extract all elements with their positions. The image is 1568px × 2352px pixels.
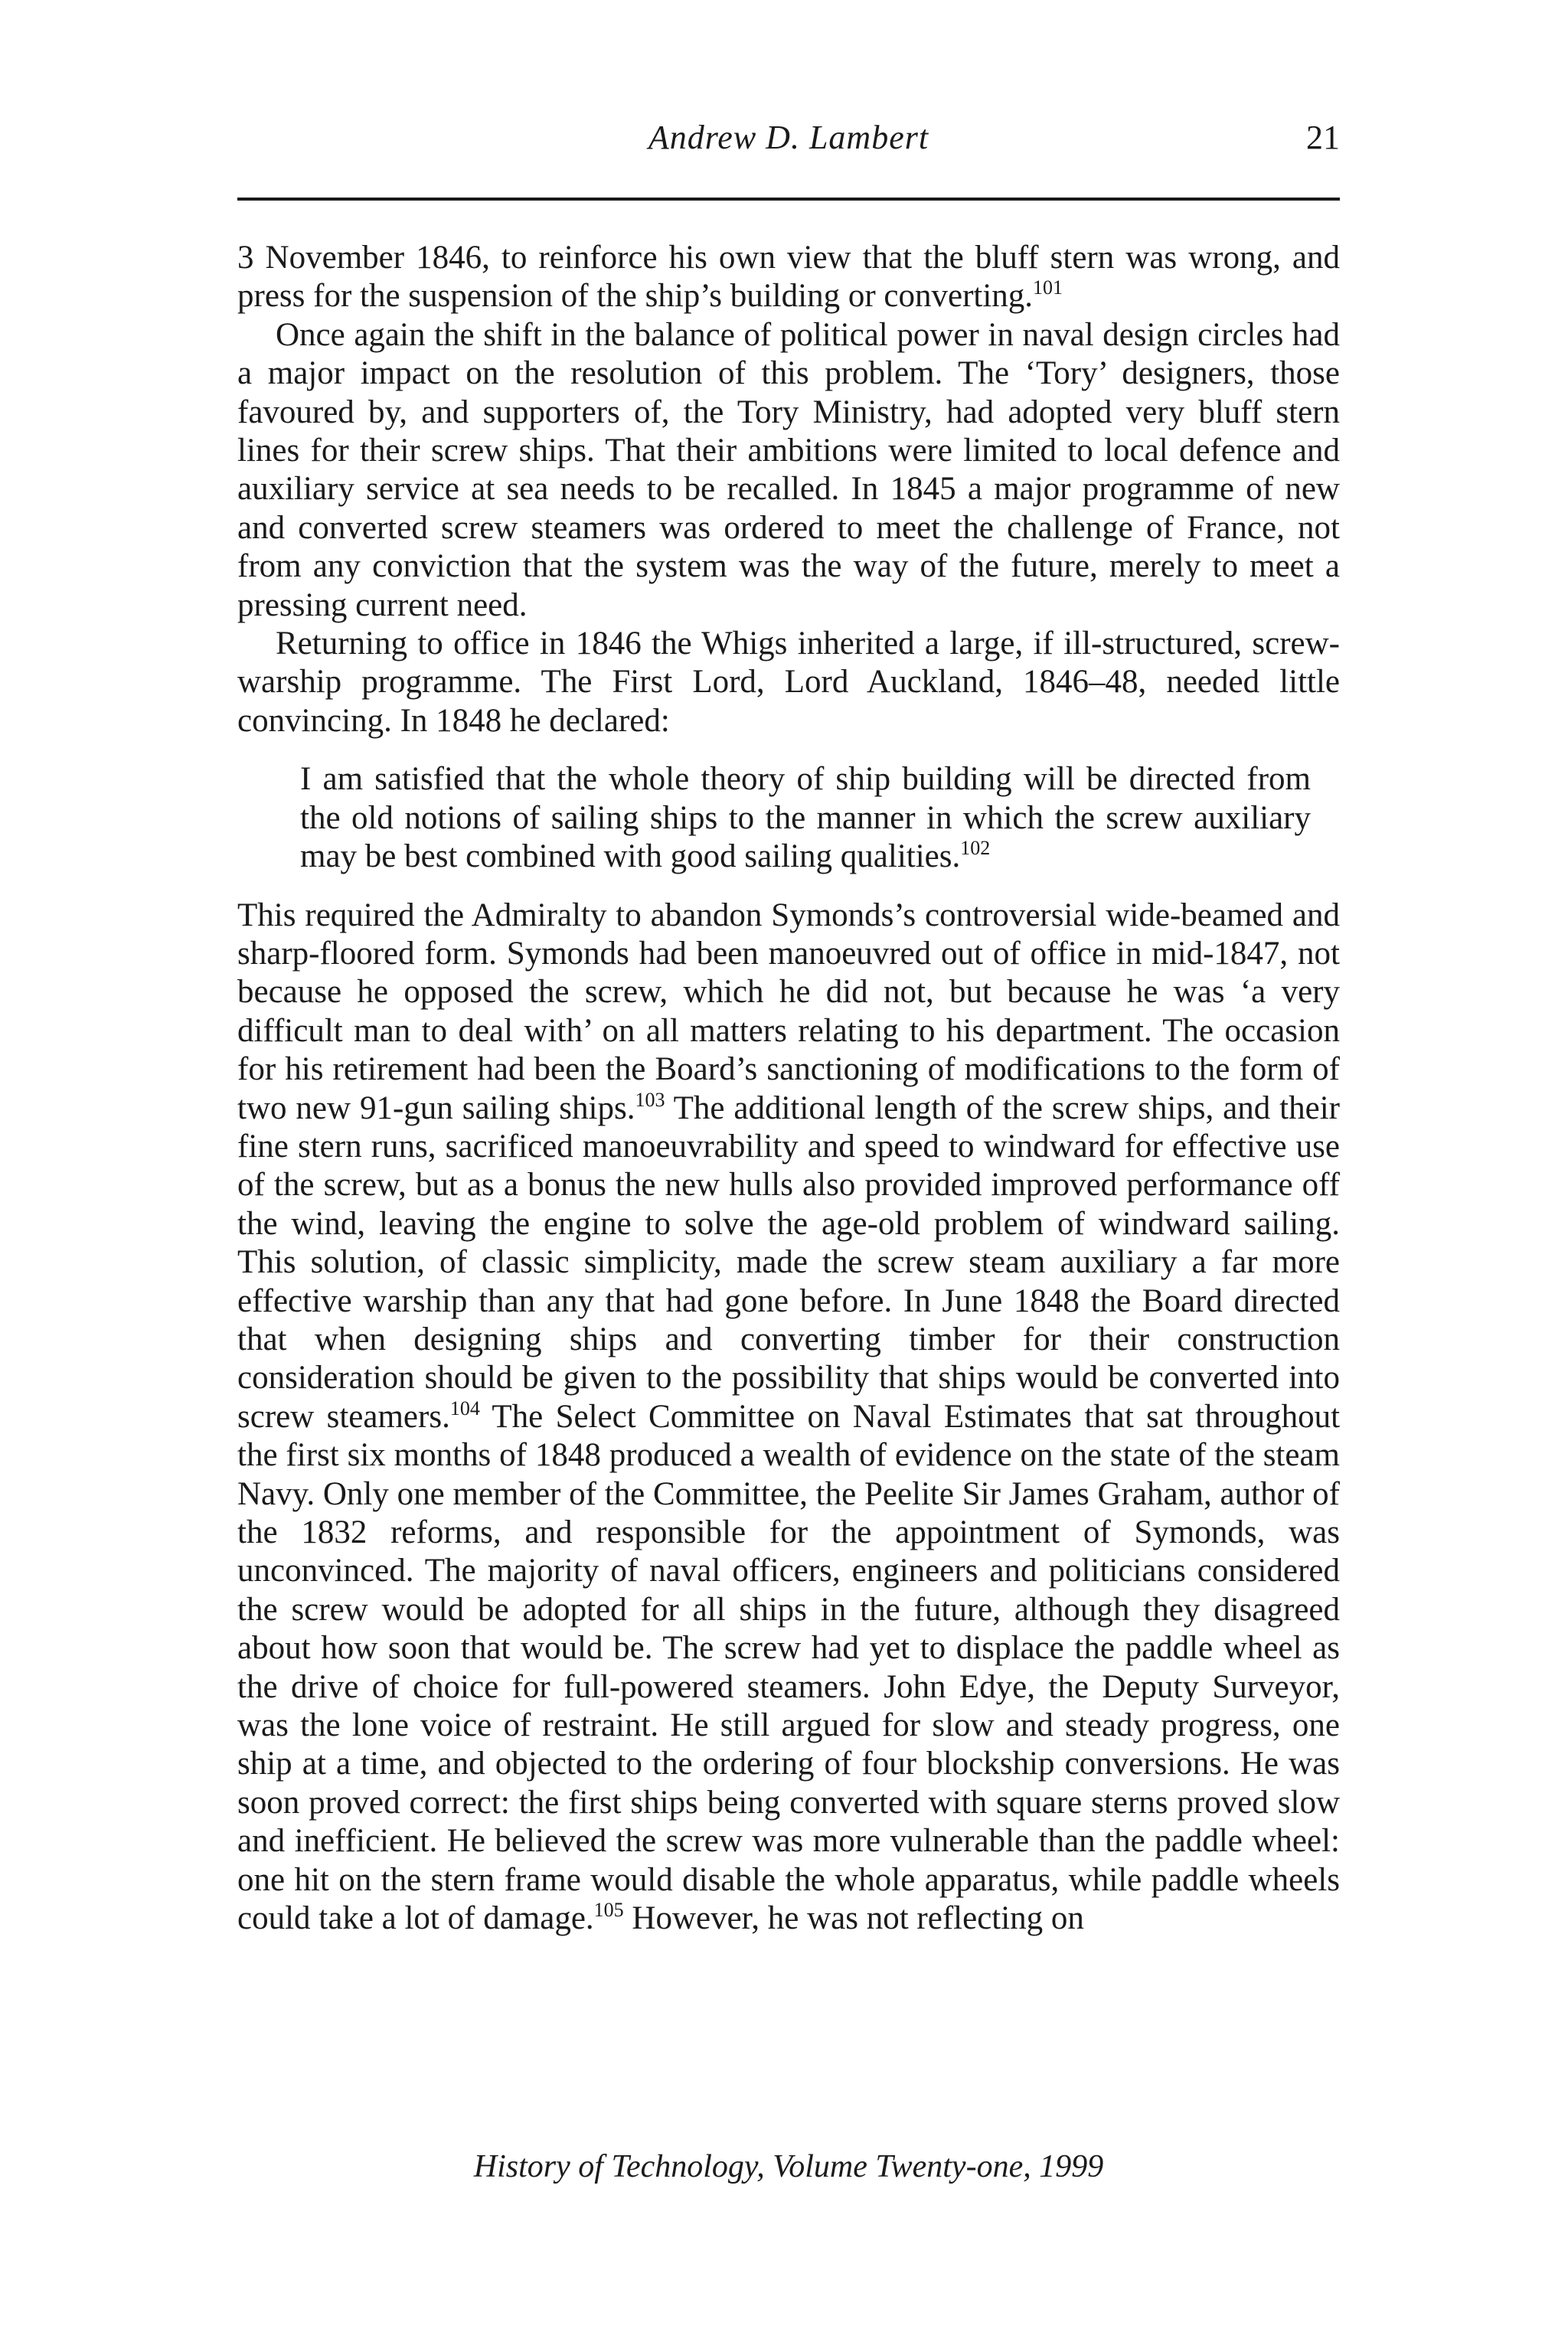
paragraph-2 <box>237 316 1340 625</box>
paragraph-1-text: 3 November 1846, to reinforce his own view that the bluff stern was wrong, and press for the suspension of the ship’s building or converting. <box>237 240 1340 315</box>
block-quote-text: I am satisfied that the whole theory of ship building will be directed from the old notions of sailing ships to the manner in which the screw auxiliary may be best combined with good sailing qualities. <box>300 761 1311 875</box>
footnote-ref-102: 102 <box>960 837 991 860</box>
paragraph-4 <box>237 897 1340 1939</box>
paragraph-2-text: Once again the shift in the balance of political power in naval design circles had a major impact on the resolution of this problem. The ‘Tory’ designers, those favoured by, and supporters of, the Tory Ministry, had adopted very bluff stern lines for their screw ships. That their ambitions were limited to local defence and auxiliary service at sea needs to be recalled. In 1845 a major programme of new and converted screw steamers was ordered to meet the challenge of France, not from any conviction that the system was the way of the future, merely to meet a pressing current need. <box>237 316 1340 623</box>
paragraph-4-text-part-4: However, he was not reflecting on <box>623 1900 1084 1937</box>
journal-footer: History of Technology, Volume Twenty-one, 1999 <box>473 2149 1104 2184</box>
paragraph-4-text-part-1: This required the Admiralty to abandon Symonds’s controversial wide-beamed and sharp-floored form. Symonds had been manoeuvred out of office in mid-1847, not because he opposed the screw, which he did not, but because he was ‘a very difficult man to deal with’ on all matters relating to his department. The occasion for his retirement had been the Board’s sanctioning of modifications to the form of two new 91-gun sailing ships. <box>237 897 1340 1126</box>
paragraph-4-text-part-2: The additional length of the screw ships, and their fine stern runs, sacrificed manoeuvrability and speed to windward for effective use of the screw, but as a bonus the new hulls also provided improved performance off the wind, leaving the engine to solve the age-old problem of windward sailing. This solution, of classic simplicity, made the screw steam auxiliary a far more effective warship than any that had gone before. In June 1848 the Board directed that when designing ships and converting timber for their construction consideration should be given to the possibility that ships would be converted into screw steamers. <box>237 1089 1340 1435</box>
paragraph-3 <box>237 625 1340 740</box>
page-number: 21 <box>1306 119 1340 156</box>
running-head <box>237 113 1340 162</box>
footnote-ref-105: 105 <box>593 1899 624 1922</box>
footnote-ref-101: 101 <box>1033 276 1063 299</box>
paragraph-3-text: Returning to office in 1846 the Whigs inherited a large, if ill-structured, screw-warship programme. The First Lord, Lord Auckland, 1846–48, needed little convincing. In 1848 he declared: <box>237 626 1340 739</box>
paragraph-1 <box>237 239 1340 316</box>
running-head-author: Andrew D. Lambert <box>648 119 929 156</box>
footnote-ref-103: 103 <box>635 1088 665 1111</box>
body-text <box>237 239 1340 1938</box>
block-quote <box>300 760 1311 876</box>
header-rule <box>237 198 1340 201</box>
paragraph-4-text-part-3: The Select Committee on Naval Estimates that sat throughout the first six months of 1848 produced a wealth of evidence on the state of the steam Navy. Only one member of the Committee, the Peelite Sir James Graham, author of the 1832 reforms, and responsible for the appointment of Symonds, was unconvinced. The majority of naval officers, engineers and politicians considered the screw would be adopted for all ships in the future, although they disagreed about how soon that would be. The screw had yet to displace the paddle wheel as the drive of choice for full-powered steamers. John Edye, the Deputy Surveyor, was the lone voice of restraint. He still argued for slow and steady progress, one ship at a time, and objected to the ordering of four blockship conversions. He was soon proved correct: the first ships being converted with square sterns proved slow and inefficient. He believed the screw was more vulnerable than the paddle wheel: one hit on the stern frame would disable the whole apparatus, while paddle wheels could take a lot of damage. <box>237 1398 1341 1937</box>
footnote-ref-104: 104 <box>449 1396 480 1419</box>
